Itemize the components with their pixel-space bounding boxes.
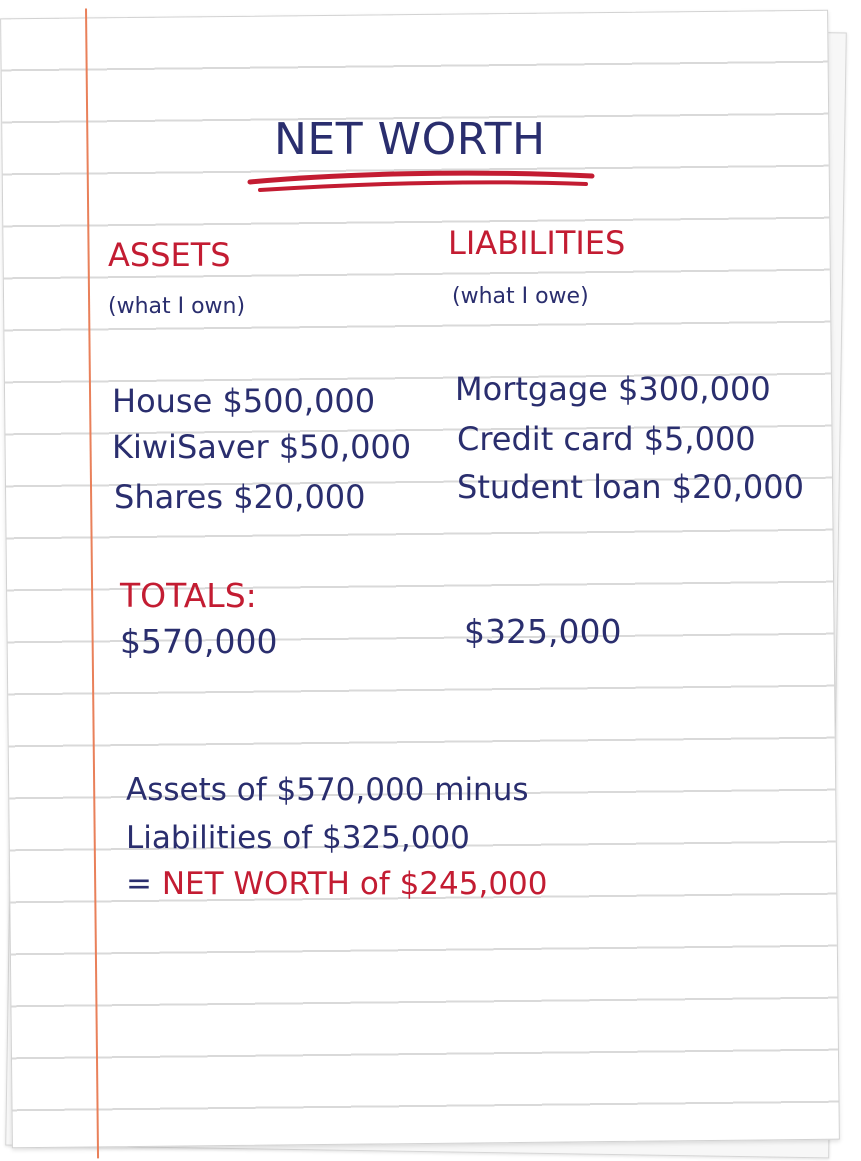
summary-result-line (126, 866, 548, 902)
asset-item-shares: Shares $20,000 (114, 478, 366, 516)
summary-assets-line: Assets of $570,000 minus (126, 772, 529, 808)
summary-liabilities-line: Liabilities of $325,000 (126, 820, 470, 856)
equals-sign: = (126, 866, 162, 902)
page-title: NET WORTH (274, 114, 546, 165)
net-worth-result: NET WORTH of $245,000 (161, 866, 548, 902)
asset-item-house: House $500,000 (112, 382, 376, 420)
liability-item-credit-card: Credit card $5,000 (457, 420, 756, 458)
assets-subheading: (what I own) (108, 294, 246, 319)
margin-line (85, 8, 99, 1158)
title-underline (246, 164, 606, 194)
liability-item-student-loan: Student loan $20,000 (457, 468, 804, 506)
liabilities-subheading: (what I owe) (452, 284, 589, 309)
totals-label: TOTALS: (120, 576, 257, 615)
liabilities-total: $325,000 (464, 612, 622, 651)
assets-heading: ASSETS (108, 236, 231, 274)
asset-item-kiwisaver: KiwiSaver $50,000 (112, 428, 412, 466)
liability-item-mortgage: Mortgage $300,000 (455, 370, 771, 408)
assets-total: $570,000 (120, 622, 278, 661)
liabilities-heading: LIABILITIES (448, 224, 626, 262)
